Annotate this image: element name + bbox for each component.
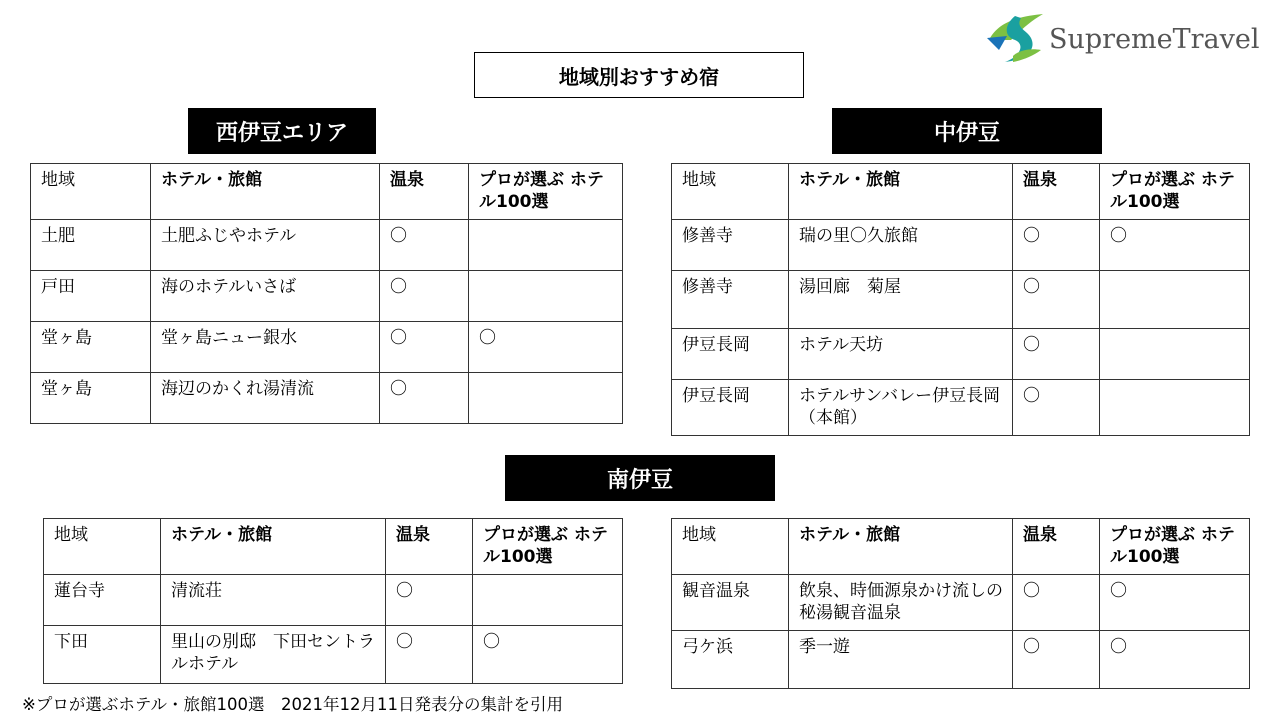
- cell-area: 堂ヶ島: [31, 322, 151, 373]
- supreme-travel-logo: [985, 10, 1270, 66]
- table-south-right: [671, 518, 1250, 689]
- header-area: 地域: [31, 164, 151, 220]
- cell-area: 修善寺: [672, 220, 789, 271]
- cell-pro100: [1100, 271, 1250, 329]
- table-south-left: [43, 518, 623, 684]
- cell-onsen: 〇: [380, 373, 469, 424]
- cell-onsen: 〇: [386, 626, 473, 684]
- table-row: [31, 271, 623, 322]
- table-middle: [671, 163, 1250, 436]
- table-row: [672, 631, 1250, 689]
- section-label-south: 南伊豆: [505, 455, 775, 501]
- header-onsen: 温泉: [1013, 164, 1100, 220]
- cell-hotel: ホテルサンバレー伊豆長岡（本館）: [789, 380, 1013, 436]
- cell-hotel: 土肥ふじやホテル: [151, 220, 380, 271]
- section-label-west: 西伊豆エリア: [188, 108, 376, 154]
- header-pro100: プロが選ぶ ホテル100選: [1100, 164, 1250, 220]
- cell-pro100: 〇: [1100, 575, 1250, 631]
- header-area: 地域: [672, 164, 789, 220]
- cell-hotel: 海のホテルいさば: [151, 271, 380, 322]
- cell-hotel: 湯回廊 菊屋: [789, 271, 1013, 329]
- footnote: ※プロが選ぶホテル・旅館100選 2021年12月11日発表分の集計を引用: [22, 695, 563, 714]
- header-onsen: 温泉: [386, 519, 473, 575]
- table-row: [31, 322, 623, 373]
- cell-area: 弓ケ浜: [672, 631, 789, 689]
- cell-area: 修善寺: [672, 271, 789, 329]
- cell-hotel: 飲泉、時価源泉かけ流しの秘湯観音温泉: [789, 575, 1013, 631]
- cell-hotel: 瑞の里〇久旅館: [789, 220, 1013, 271]
- table-west: [30, 163, 623, 424]
- table-row: [672, 575, 1250, 631]
- table-header-row: [44, 519, 623, 575]
- cell-area: 伊豆長岡: [672, 329, 789, 380]
- header-pro100: プロが選ぶ ホテル100選: [473, 519, 623, 575]
- cell-onsen: 〇: [1013, 271, 1100, 329]
- cell-pro100: [1100, 380, 1250, 436]
- header-hotel: ホテル・旅館: [151, 164, 380, 220]
- header-pro100: プロが選ぶ ホテル100選: [1100, 519, 1250, 575]
- header-onsen: 温泉: [380, 164, 469, 220]
- cell-area: 戸田: [31, 271, 151, 322]
- cell-area: 観音温泉: [672, 575, 789, 631]
- header-pro100: プロが選ぶ ホテル100選: [469, 164, 623, 220]
- table-header-row: [672, 519, 1250, 575]
- table-row: [44, 626, 623, 684]
- cell-hotel: 里山の別邸 下田セントラルホテル: [161, 626, 386, 684]
- cell-area: 堂ヶ島: [31, 373, 151, 424]
- cell-hotel: 清流荘: [161, 575, 386, 626]
- header-hotel: ホテル・旅館: [789, 519, 1013, 575]
- cell-hotel: 堂ヶ島ニュー銀水: [151, 322, 380, 373]
- header-area: 地域: [672, 519, 789, 575]
- cell-onsen: 〇: [1013, 329, 1100, 380]
- table-row: [44, 575, 623, 626]
- cell-pro100: [469, 373, 623, 424]
- cell-onsen: 〇: [386, 575, 473, 626]
- section-label-middle: 中伊豆: [832, 108, 1102, 154]
- cell-hotel: ホテル天坊: [789, 329, 1013, 380]
- header-hotel: ホテル・旅館: [161, 519, 386, 575]
- table-row: [672, 271, 1250, 329]
- cell-pro100: [469, 220, 623, 271]
- cell-pro100: [469, 271, 623, 322]
- header-onsen: 温泉: [1013, 519, 1100, 575]
- cell-pro100: [473, 575, 623, 626]
- cell-onsen: 〇: [380, 322, 469, 373]
- cell-pro100: 〇: [1100, 220, 1250, 271]
- cell-hotel: 季一遊: [789, 631, 1013, 689]
- cell-onsen: 〇: [380, 271, 469, 322]
- cell-area: 下田: [44, 626, 161, 684]
- page-title: 地域別おすすめ宿: [474, 52, 804, 98]
- table-row: [672, 329, 1250, 380]
- cell-area: 伊豆長岡: [672, 380, 789, 436]
- header-area: 地域: [44, 519, 161, 575]
- cell-pro100: [1100, 329, 1250, 380]
- cell-onsen: 〇: [1013, 380, 1100, 436]
- table-header-row: [31, 164, 623, 220]
- cell-hotel: 海辺のかくれ湯清流: [151, 373, 380, 424]
- cell-onsen: 〇: [1013, 575, 1100, 631]
- cell-pro100: 〇: [1100, 631, 1250, 689]
- cell-onsen: 〇: [1013, 220, 1100, 271]
- cell-pro100: 〇: [473, 626, 623, 684]
- table-row: [31, 220, 623, 271]
- cell-area: 土肥: [31, 220, 151, 271]
- cell-onsen: 〇: [1013, 631, 1100, 689]
- logo-mark-icon: [985, 10, 1047, 66]
- cell-onsen: 〇: [380, 220, 469, 271]
- table-row: [672, 380, 1250, 436]
- table-header-row: [672, 164, 1250, 220]
- logo-text: SupremeTravel: [1049, 24, 1260, 55]
- header-hotel: ホテル・旅館: [789, 164, 1013, 220]
- cell-pro100: 〇: [469, 322, 623, 373]
- cell-area: 蓮台寺: [44, 575, 161, 626]
- table-row: [31, 373, 623, 424]
- table-row: [672, 220, 1250, 271]
